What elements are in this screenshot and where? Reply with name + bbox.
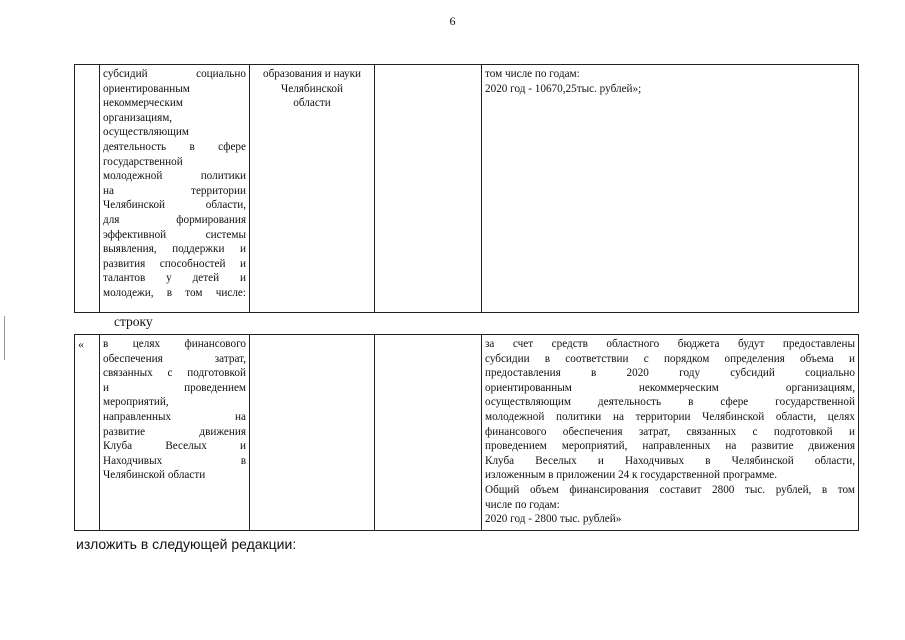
text-line: некоммерческим bbox=[103, 97, 183, 110]
text-line: осуществляющим bbox=[103, 126, 189, 139]
text-line: осуществляющим деятельность в сфере государственной bbox=[485, 396, 855, 409]
text-line: том числе по годам: bbox=[485, 68, 580, 80]
text-line: Общий объем финансирования составит 2800 тыс. рублей, в том bbox=[485, 483, 855, 496]
empty-cell bbox=[250, 335, 375, 531]
text-line: развитие движения bbox=[103, 425, 246, 438]
text-line: субсидий социально bbox=[103, 68, 246, 80]
empty-cell bbox=[375, 335, 482, 531]
text-line: государственной bbox=[103, 155, 183, 168]
row-marker-cell bbox=[75, 65, 100, 313]
text-line: изложенным в приложении 24 к государственной программе. bbox=[485, 469, 778, 482]
schedule-table-2 bbox=[74, 334, 859, 531]
text-line: в целях финансового bbox=[103, 338, 246, 350]
text-line: 2020 год - 10670,25тыс. рублей»; bbox=[485, 82, 642, 95]
text-line: организациям, bbox=[103, 111, 173, 124]
text-line: финансового обеспечения затрат, связанных с подготовкой и bbox=[485, 425, 855, 438]
measure-description-cell bbox=[100, 335, 250, 531]
table-row bbox=[75, 65, 859, 313]
text-line: предоставления в 2020 году субсидий социально bbox=[485, 367, 855, 380]
text-line: числе по годам: bbox=[485, 498, 560, 511]
text-line: субсидии в соответствии с порядком определения объема и bbox=[485, 352, 855, 365]
text-line: молодежной политики bbox=[103, 170, 246, 183]
text-line: ориентированным некоммерческим организациям, bbox=[485, 381, 855, 394]
text-line: выявления, поддержки и bbox=[103, 243, 246, 256]
text-line: 2020 год - 2800 тыс. рублей» bbox=[485, 513, 622, 526]
measure-description-cell bbox=[100, 65, 250, 313]
text-line: деятельность в сфере bbox=[103, 140, 246, 153]
text-line: Находчивых в bbox=[103, 454, 246, 467]
funding-cell bbox=[482, 335, 859, 531]
text-line: области bbox=[293, 97, 331, 110]
margin-mark bbox=[4, 316, 5, 360]
funding-cell bbox=[482, 65, 859, 313]
empty-cell bbox=[375, 65, 482, 313]
table-row bbox=[75, 335, 859, 531]
page-number: 6 bbox=[449, 14, 456, 28]
section-label: строку bbox=[114, 314, 153, 329]
executor-cell bbox=[250, 65, 375, 313]
text-line: Челябинской bbox=[280, 82, 344, 95]
text-line: для формирования bbox=[103, 213, 246, 226]
text-line: Клуба Веселых и Находчивых в Челябинской области, bbox=[485, 454, 855, 467]
footer-instruction: изложить в следующей редакции: bbox=[76, 536, 297, 552]
text-line: Челябинской области bbox=[103, 469, 206, 482]
text-line: мероприятий, bbox=[103, 396, 169, 409]
text-line: проведением мероприятий, направленных на развитие движения bbox=[485, 440, 855, 453]
text-line: ориентированным bbox=[103, 82, 190, 95]
text-line: Клуба Веселых и bbox=[103, 440, 246, 453]
text-line: на территории bbox=[103, 184, 246, 197]
opening-quote: « bbox=[78, 337, 84, 351]
text-line: Челябинской области, bbox=[103, 199, 246, 212]
schedule-table-1 bbox=[74, 64, 859, 313]
text-line: направленных на bbox=[103, 410, 246, 423]
text-line: эффективной системы bbox=[103, 228, 246, 241]
text-line: молодежной политики на территории Челябинской области, целях bbox=[485, 410, 855, 423]
text-line: образования и науки bbox=[263, 68, 361, 80]
text-line: и проведением bbox=[103, 381, 246, 394]
text-line: обеспечения затрат, bbox=[103, 352, 246, 365]
row-marker-cell bbox=[75, 335, 100, 531]
text-line: связанных с подготовкой bbox=[103, 367, 246, 380]
text-line: за счет средств областного бюджета будут предоставлены bbox=[485, 338, 855, 350]
text-line: молодежи, в том числе: bbox=[103, 286, 246, 299]
text-line: талантов у детей и bbox=[103, 272, 246, 285]
text-line: развития способностей и bbox=[103, 257, 246, 270]
